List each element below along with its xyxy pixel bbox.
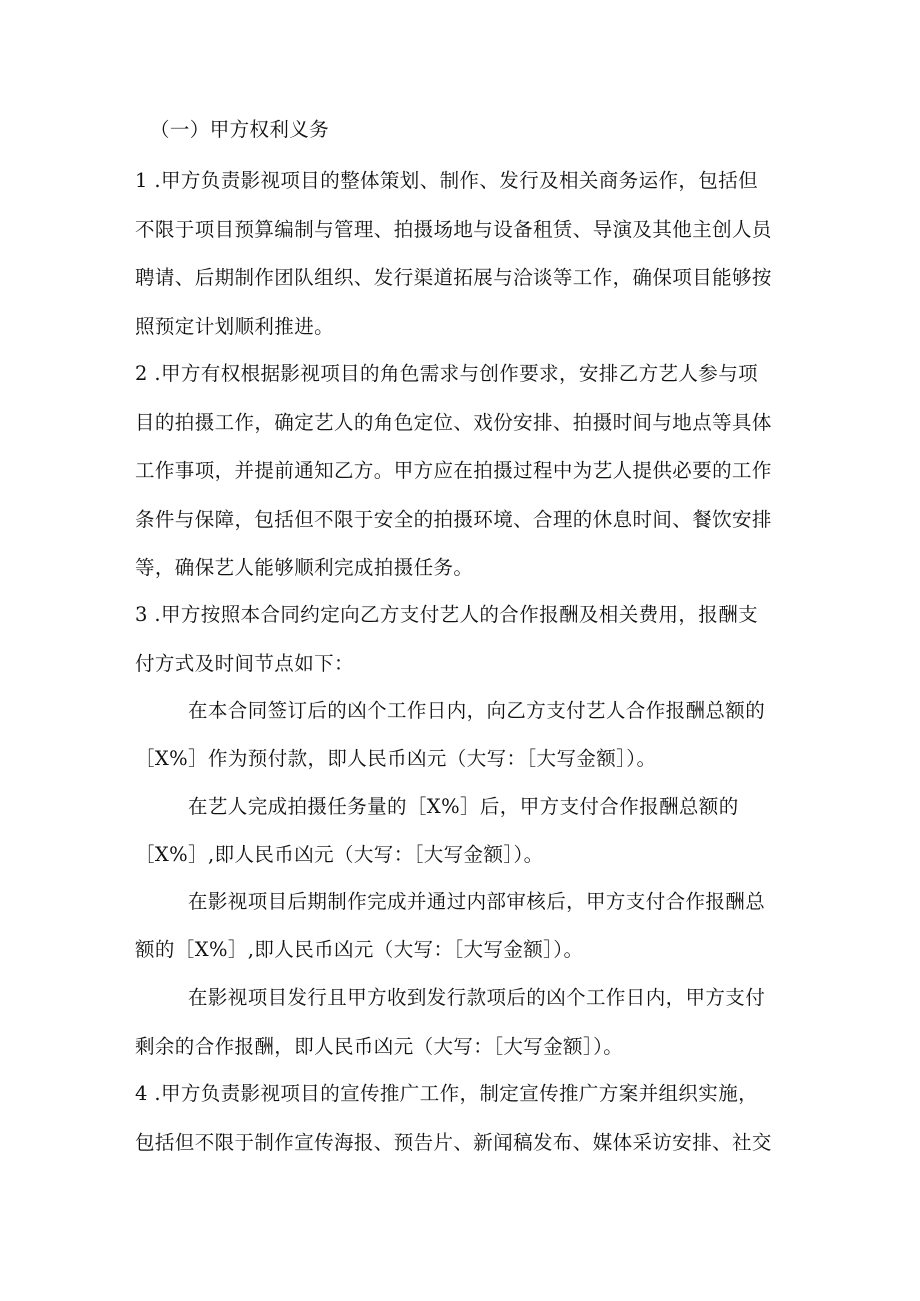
text-line: 1 .甲方负责影视项目的整体策划、制作、发行及相关商务运作，包括但 [135, 169, 759, 192]
section-heading: （一）甲方权利义务 [150, 118, 330, 141]
text-line: ［X%］,即人民币凶元（大写：［大写金额］）。 [135, 843, 544, 866]
text-line: 在影视项目发行且甲方收到发行款项后的凶个工作日内，甲方支付 [188, 986, 766, 1009]
text-line: ［X%］作为预付款，即人民币凶元（大写：［大写金额］）。 [135, 747, 657, 770]
text-line: 照预定计划顺利推进。 [135, 315, 335, 338]
text-line: 4 .甲方负责影视项目的宣传推广工作，制定宣传推广方案并组织实施， [135, 1082, 759, 1105]
text-line: 目的拍摄工作，确定艺人的角色定位、戏份安排、拍摄时间与地点等具体 [135, 411, 772, 434]
text-line: 在本合同签订后的凶个工作日内，向乙方支付艺人合作报酬总额的 [188, 699, 766, 722]
text-line: 剩余的合作报酬，即人民币凶元（大写：［大写金额］）。 [135, 1035, 624, 1058]
text-line: 工作事项，并提前通知乙方。甲方应在拍摄过程中为艺人提供必要的工作 [135, 459, 772, 482]
text-line: 3 .甲方按照本合同约定向乙方支付艺人的合作报酬及相关费用，报酬支 [135, 603, 759, 626]
text-line: 在影视项目后期制作完成并通过内部审核后，甲方支付合作报酬总 [188, 890, 766, 913]
text-line: 聘请、后期制作团队组织、发行渠道拓展与洽谈等工作，确保项目能够按 [135, 266, 772, 289]
text-line: 额的［X%］,即人民币凶元（大写：［大写金额］）。 [135, 938, 584, 961]
text-line: 不限于项目预算编制与管理、拍摄场地与设备租赁、导演及其他主创人员 [135, 218, 772, 241]
text-line: 在艺人完成拍摄任务量的［X%］后，甲方支付合作报酬总额的 [188, 795, 739, 818]
text-line: 等，确保艺人能够顺利完成拍摄任务。 [135, 556, 474, 579]
text-line: 条件与保障，包括但不限于安全的拍摄环境、合理的休息时间、餐饮安排 [135, 508, 772, 531]
text-line: 包括但不限于制作宣传海报、预告片、新闻稿发布、媒体采访安排、社交 [135, 1131, 772, 1154]
text-line: 付方式及时间节点如下： [135, 652, 354, 675]
text-line: 2 .甲方有权根据影视项目的角色需求与创作要求，安排乙方艺人参与项 [135, 362, 759, 385]
